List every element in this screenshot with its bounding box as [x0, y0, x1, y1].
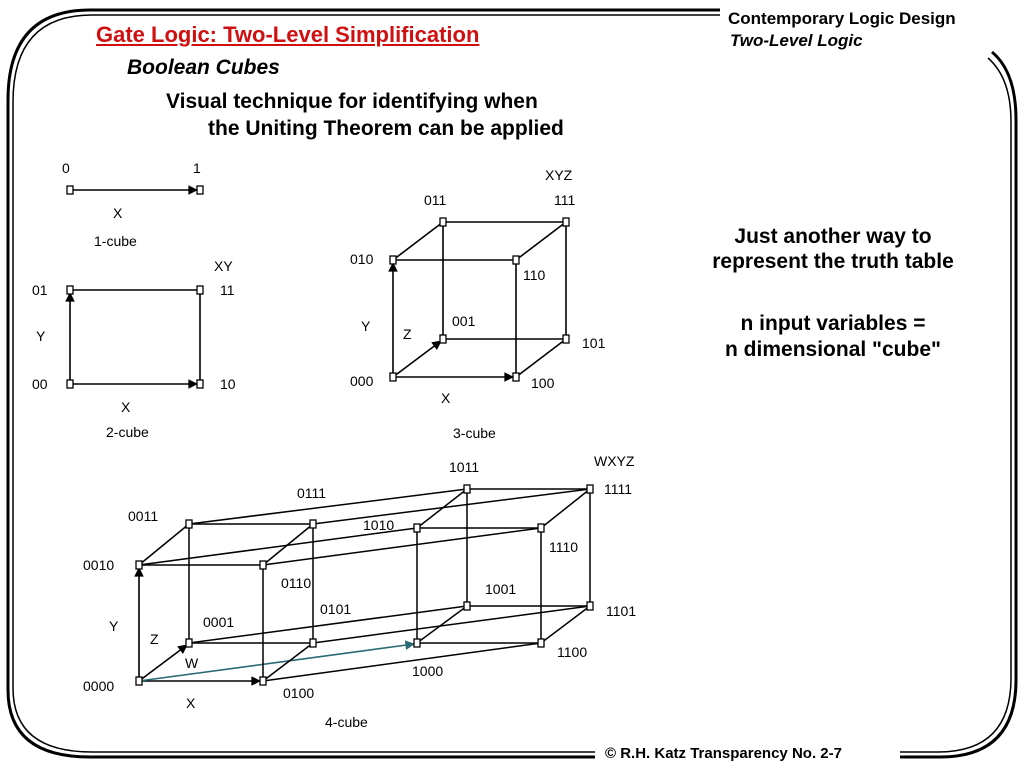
- node-label-0110: 0110: [281, 575, 312, 591]
- node-1011: [464, 485, 470, 493]
- node-0011: [186, 520, 192, 528]
- node-label-1111: 1111: [604, 481, 633, 497]
- node-label-111: 111: [554, 192, 576, 208]
- cube-3: [350, 167, 606, 441]
- axis-label-x: X: [113, 205, 123, 221]
- node-10: [197, 380, 203, 388]
- side-note-2-line-2: n dimensional "cube": [725, 338, 941, 361]
- intro-line-2: the Uniting Theorem can be applied: [208, 117, 564, 140]
- node-label-101: 101: [582, 335, 606, 351]
- axis-label-x: X: [121, 399, 131, 415]
- caption: 2-cube: [106, 424, 149, 440]
- node-1100: [538, 639, 544, 647]
- node-0: [67, 186, 73, 194]
- node-label-0001: 0001: [203, 614, 235, 630]
- node-000: [390, 373, 396, 381]
- footer-credit: © R.H. Katz Transparency No. 2-7: [601, 745, 846, 762]
- axis-label-y: Y: [361, 318, 371, 334]
- node-label-1011: 1011: [449, 459, 480, 475]
- node-110: [513, 256, 519, 264]
- node-001: [440, 335, 446, 343]
- side-note-1-line-2: represent the truth table: [712, 250, 954, 273]
- node-0100: [260, 677, 266, 685]
- node-010: [390, 256, 396, 264]
- node-label-0000: 0000: [83, 678, 115, 694]
- node-1000: [414, 639, 420, 647]
- node-1: [197, 186, 203, 194]
- axis-label-x: X: [441, 390, 451, 406]
- node-label-1001: 1001: [485, 581, 517, 597]
- node-0000: [136, 677, 142, 685]
- node-label-01: 01: [32, 282, 48, 298]
- node-1111: [587, 485, 593, 493]
- node-label-1100: 1100: [557, 644, 588, 660]
- cube-2: [32, 258, 236, 440]
- cube-1: [62, 160, 203, 249]
- edge-100-101: [516, 339, 566, 377]
- edge-110-111: [516, 222, 566, 260]
- axis-label-z: Z: [403, 326, 412, 342]
- course-section: Two-Level Logic: [730, 31, 863, 50]
- var-label: XY: [214, 258, 233, 274]
- node-label-0100: 0100: [283, 685, 315, 701]
- node-1010: [414, 524, 420, 532]
- node-label-001: 001: [452, 313, 476, 329]
- side-note-1-line-1: Just another way to: [734, 225, 932, 248]
- side-note-2-line-1: n input variables =: [740, 312, 926, 335]
- node-label-11: 11: [220, 282, 235, 298]
- node-label-0101: 0101: [320, 601, 352, 617]
- var-label: WXYZ: [594, 453, 635, 469]
- node-label-1110: 1110: [549, 539, 579, 555]
- axis-label-y: Y: [109, 618, 119, 634]
- node-label-010: 010: [350, 251, 374, 267]
- axis-label-w: W: [185, 655, 199, 671]
- edge-z-axis: [393, 341, 441, 377]
- node-label-0010: 0010: [83, 557, 115, 573]
- node-label-110: 110: [523, 267, 546, 283]
- course-name: Contemporary Logic Design: [728, 9, 956, 28]
- var-label: XYZ: [545, 167, 573, 183]
- axis-label-y: Y: [36, 328, 46, 344]
- node-label-0111: 0111: [297, 485, 327, 501]
- intro-line-1: Visual technique for identifying when: [166, 90, 538, 113]
- node-0001: [186, 639, 192, 647]
- node-11: [197, 286, 203, 294]
- node-0010: [136, 561, 142, 569]
- node-0111: [310, 520, 316, 528]
- caption: 4-cube: [325, 714, 368, 730]
- node-00: [67, 380, 73, 388]
- node-label-00: 00: [32, 376, 48, 392]
- node-label-1010: 1010: [363, 517, 395, 533]
- node-100: [513, 373, 519, 381]
- edge-0111-1111: [313, 489, 590, 524]
- node-101: [563, 335, 569, 343]
- edge-0110-1110: [263, 528, 541, 565]
- node-label-1: 1: [193, 160, 201, 176]
- node-1110: [538, 524, 544, 532]
- caption: 1-cube: [94, 233, 137, 249]
- edge-010-011: [393, 222, 443, 260]
- slide-subtitle: Boolean Cubes: [127, 56, 280, 79]
- edge-0010-1010: [139, 528, 417, 565]
- node-01: [67, 286, 73, 294]
- axis-label-x: X: [186, 695, 196, 711]
- node-1001: [464, 602, 470, 610]
- node-111: [563, 218, 569, 226]
- node-0101: [310, 639, 316, 647]
- node-0110: [260, 561, 266, 569]
- axis-label-z: Z: [150, 631, 159, 647]
- node-label-1101: 1101: [606, 603, 637, 619]
- node-011: [440, 218, 446, 226]
- node-label-10: 10: [220, 376, 236, 392]
- cube-4: [83, 453, 636, 730]
- caption: 3-cube: [453, 425, 496, 441]
- node-label-100: 100: [531, 375, 555, 391]
- node-1101: [587, 602, 593, 610]
- slide-title: Gate Logic: Two-Level Simplification: [96, 22, 480, 47]
- node-label-000: 000: [350, 373, 374, 389]
- node-label-1000: 1000: [412, 663, 444, 679]
- node-label-0: 0: [62, 160, 70, 176]
- edge-0011-1011: [189, 489, 467, 524]
- node-label-011: 011: [424, 192, 447, 208]
- node-label-0011: 0011: [128, 508, 159, 524]
